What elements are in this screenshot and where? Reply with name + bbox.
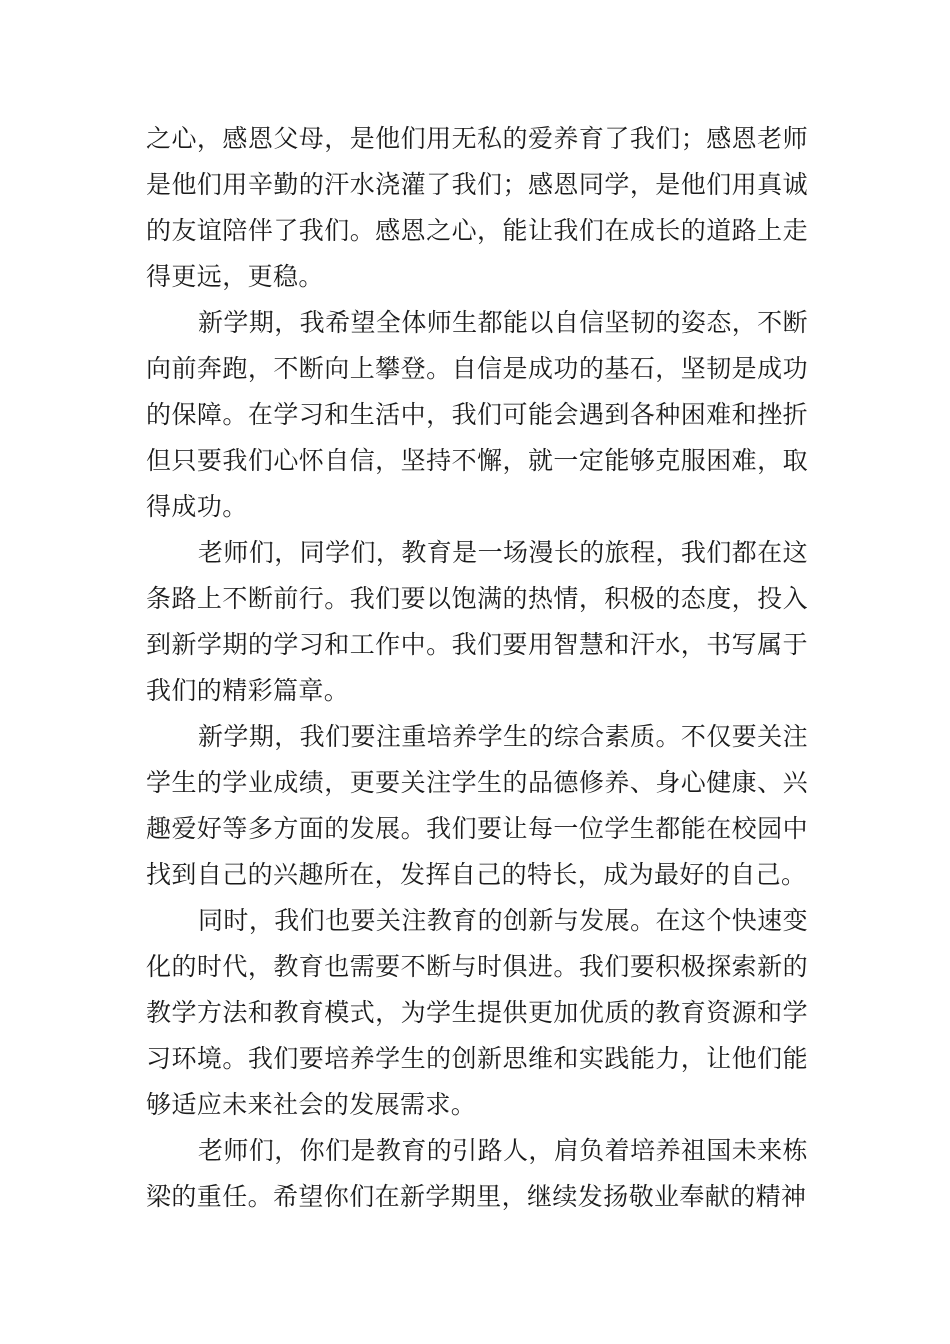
document-body [146, 116, 808, 1220]
paragraph-education-journey: 老师们，同学们，教育是一场漫长的旅程，我们都在这条路上不断前行。我们要以饱满的热情，积极的态度，投入到新学期的学习和工作中。我们要用智慧和汗水，书写属于我们的精彩篇章。 [146, 538, 808, 705]
paragraph-confidence: 新学期，我希望全体师生都能以自信坚韧的姿态，不断向前奔跑，不断向上攀登。自信是成功的基石，坚韧是成功的保障。在学习和生活中，我们可能会遇到各种困难和挫折但只要我们心怀自信，坚持不懈，就一定能够克服困难，取得成功。 [146, 308, 808, 521]
paragraph-comprehensive-quality: 新学期，我们要注重培养学生的综合素质。不仅要关注学生的学业成绩，更要关注学生的品德修养、身心健康、兴趣爱好等多方面的发展。我们要让每一位学生都能在校园中找到自己的兴趣所在，发挥自己的特长，成为最好的自己。 [146, 722, 808, 889]
paragraph-innovation: 同时，我们也要关注教育的创新与发展。在这个快速变化的时代，教育也需要不断与时俱进。我们要积极探索新的教学方法和教育模式，为学生提供更加优质的教育资源和学习环境。我们要培养学生的创新思维和实践能力，让他们能够适应未来社会的发展需求。 [146, 906, 808, 1119]
paragraph-gratitude: 之心，感恩父母，是他们用无私的爱养育了我们；感恩老师是他们用辛勤的汗水浇灌了我们；感恩同学，是他们用真诚的友谊陪伴了我们。感恩之心，能让我们在成长的道路上走得更远，更稳。 [146, 124, 808, 291]
paragraph-teachers: 老师们，你们是教育的引路人，肩负着培养祖国未来栋梁的重任。希望你们在新学期里，继续发扬敬业奉献的精神 [146, 1136, 808, 1211]
